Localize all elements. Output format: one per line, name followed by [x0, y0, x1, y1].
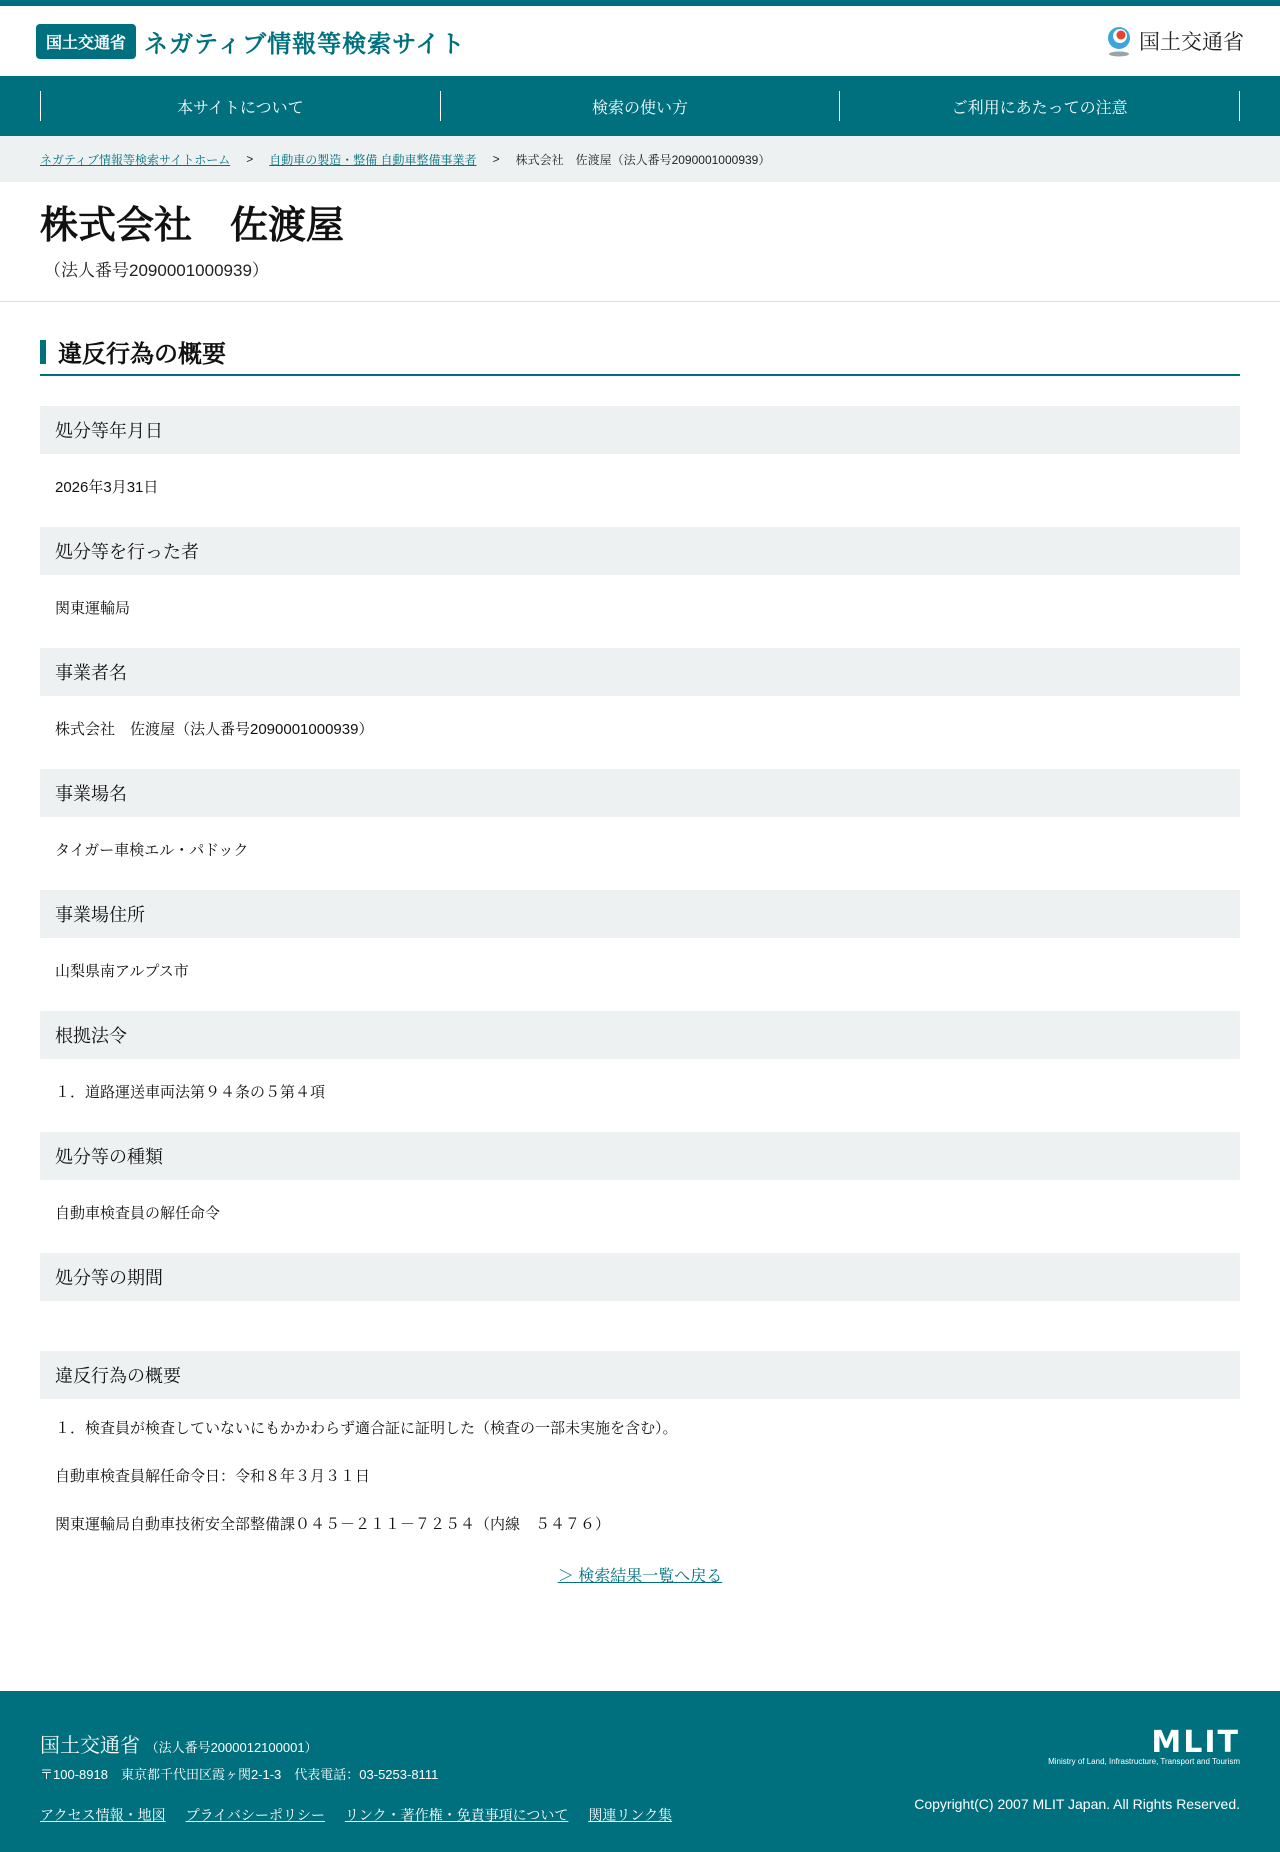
field-value-action-type: 自動車検査員の解任命令 — [55, 1204, 221, 1222]
field-value-violation-summary — [40, 1399, 1240, 1535]
field-label-date: 処分等年月日 — [40, 406, 1240, 454]
copyright: Copyright(C) 2007 MLIT Japan. All Rights Reserved. — [914, 1796, 1240, 1812]
summary-line: 自動車検査員解任命令日：令和８年３月３１日 — [55, 1467, 371, 1485]
page-title-block — [0, 182, 1280, 302]
breadcrumb-home[interactable]: ネガティブ情報等検索サイトホーム — [40, 152, 231, 167]
field-label-violation-summary: 違反行為の概要 — [40, 1351, 1240, 1399]
mlit-logo-word: MLIT — [1151, 1725, 1240, 1760]
field-label-site-address: 事業場住所 — [40, 890, 1240, 938]
field-label-period: 処分等の期間 — [40, 1253, 1240, 1301]
corporate-number: （法人番号2090001000939） — [44, 260, 269, 280]
page-title: 株式会社 佐渡屋 — [40, 205, 345, 247]
site-title: ネガティブ情報等検索サイト — [144, 30, 466, 58]
nav-how-to-search[interactable]: 検索の使い方 — [440, 91, 840, 121]
breadcrumb-separator: > — [246, 152, 254, 166]
heading-accent-bar — [40, 340, 46, 364]
global-nav — [0, 76, 1280, 136]
back-link-container — [40, 1563, 1240, 1586]
field-label-action-type: 処分等の種類 — [40, 1132, 1240, 1180]
nav-usage-notes[interactable]: ご利用にあたっての注意 — [839, 91, 1240, 121]
ministry-logo-link[interactable] — [1105, 25, 1244, 57]
ministry-logo-text: 国土交通省 — [1139, 31, 1244, 54]
field-label-legal-basis: 根拠法令 — [40, 1011, 1240, 1059]
breadcrumb-current: 株式会社 佐渡屋（法人番号2090001000939） — [515, 152, 771, 167]
summary-line: １．検査員が検査していないにもかかわらず適合証に証明した（検査の一部未実施を含む）。 — [55, 1419, 678, 1437]
nav-about[interactable]: 本サイトについて — [40, 91, 440, 121]
site-header — [0, 6, 1280, 76]
footer-org-name: 国土交通省 — [40, 1735, 140, 1757]
ministry-emblem-icon — [1105, 25, 1133, 57]
breadcrumb-category[interactable]: 自動車の製造・整備 自動車整備事業者 — [269, 152, 477, 167]
footer-info — [40, 1729, 672, 1825]
footer-links — [40, 1805, 672, 1825]
field-label-business-site: 事業場名 — [40, 769, 1240, 817]
field-value-date: 2026年3月31日 — [55, 478, 159, 496]
field-value-authority: 関東運輸局 — [55, 599, 131, 617]
footer-link-privacy[interactable]: プライバシーポリシー — [185, 1807, 325, 1823]
ministry-badge: 国土交通省 — [36, 24, 136, 59]
mlit-logo-subtitle: Ministry of Land, Infrastructure, Transport and Tourism — [1048, 1757, 1240, 1766]
site-home-link[interactable] — [36, 24, 465, 59]
breadcrumb — [0, 136, 1280, 182]
breadcrumb-separator: > — [492, 152, 500, 166]
footer-link-copyright[interactable]: リンク・著作権・免責事項について — [344, 1807, 569, 1823]
footer-link-related[interactable]: 関連リンク集 — [588, 1807, 673, 1823]
back-to-results-link[interactable]: ＞ 検索結果一覧へ戻る — [557, 1567, 723, 1585]
detail-fields — [40, 406, 1240, 1535]
main-content — [0, 302, 1280, 1586]
footer-org — [40, 1729, 672, 1758]
field-value-site-address: 山梨県南アルプス市 — [55, 962, 189, 980]
site-footer — [0, 1691, 1280, 1852]
footer-org-number: （法人番号2000012100001） — [145, 1740, 318, 1755]
field-value-legal-basis: １．道路運送車両法第９４条の５第４項 — [55, 1083, 326, 1101]
field-value-period — [40, 1301, 1240, 1351]
summary-line: 関東運輸局自動車技術安全部整備課０４５－２１１－７２５４（内線 ５４７６） — [55, 1515, 611, 1533]
section-heading — [40, 338, 1240, 376]
section-heading-text: 違反行為の概要 — [58, 341, 226, 369]
footer-address: 〒100-8918 東京都千代田区霞ヶ関2-1-3 代表電話：03-5253-8111 — [40, 1767, 439, 1782]
field-value-business-site: タイガー車検エル・パドック — [55, 841, 249, 859]
footer-link-access[interactable]: アクセス情報・地図 — [40, 1807, 166, 1823]
field-value-company: 株式会社 佐渡屋（法人番号2090001000939） — [55, 720, 374, 738]
field-label-authority: 処分等を行った者 — [40, 527, 1240, 575]
field-label-company: 事業者名 — [40, 648, 1240, 696]
